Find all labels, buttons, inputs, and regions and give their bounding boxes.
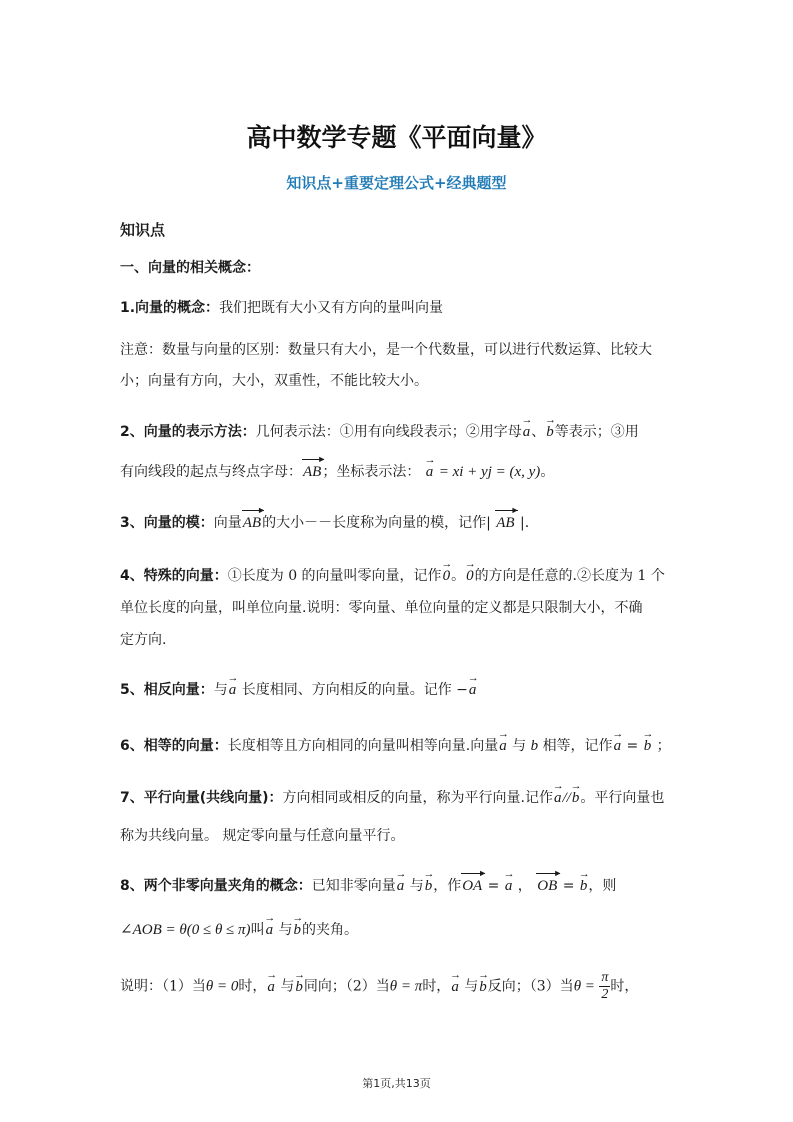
item-2-label: 2、向量的表示方法： xyxy=(120,424,256,440)
item-4-text-2: 的方向是任意的.②长度为 1 个 xyxy=(474,568,665,584)
vector-a-n1: → a xyxy=(266,977,276,997)
minus-sign: − xyxy=(456,682,468,698)
vector-b: → b xyxy=(545,422,555,442)
note-text-6: 与 xyxy=(464,978,479,995)
item-2 xyxy=(120,422,680,442)
item-3-text-2: 的大小－－长度称为向量的模，记作 xyxy=(262,515,487,531)
part-heading: 一、向量的相关概念： xyxy=(120,260,260,276)
page-subtitle: 知识点+重要定理公式+经典题型 xyxy=(286,174,507,192)
zero-vector-2: → 0 xyxy=(465,566,475,586)
note-1-line-1: 注意：数量与向量的区别：数量只有大小，是一个代数量，可以进行代数运算、比较大 xyxy=(120,342,652,358)
vector-a-7: → a xyxy=(553,788,563,808)
item-8-text-3: ，作 xyxy=(433,878,462,894)
item-5-text-2: 长度相同、方向相反的向量。记作 xyxy=(241,682,452,698)
item-8-text-4: ，则 xyxy=(588,878,617,894)
vector-a-6b: → a xyxy=(613,736,623,756)
item-7-text-2: 平行向量也 xyxy=(594,790,665,806)
item-8-text-7: 的夹角。 xyxy=(302,922,359,938)
item-8-text-6: 与 xyxy=(278,922,293,938)
angle-formula: ∠AOB = θ(0 ≤ θ ≤ π) xyxy=(120,922,251,938)
dot-7: 。 xyxy=(580,790,595,806)
vector-b-8c: → b xyxy=(293,920,303,940)
item-8-label: 8、两个非零向量夹角的概念： xyxy=(120,878,312,894)
item-6-text-3: 相等，记作 xyxy=(542,738,613,754)
item-2-text-2: 等表示；③用 xyxy=(554,424,639,440)
vector-neg-a: → a xyxy=(468,680,478,700)
item-6 xyxy=(120,736,680,756)
vector-AB-2: AB ► xyxy=(242,505,267,531)
pi-over-2 xyxy=(599,970,610,1003)
vector-a-5: → a xyxy=(228,680,238,700)
vector-AB-text: AB xyxy=(303,464,322,480)
frac-den: 2 xyxy=(601,987,609,1002)
item-5-label: 5、相反向量： xyxy=(120,682,214,698)
note-line xyxy=(120,970,680,1003)
item-2-text-4: ；坐标表示法： xyxy=(322,464,421,480)
note-text-5: 时， xyxy=(422,978,451,995)
vector-AB-3: AB ► xyxy=(496,505,520,531)
abs-bar-left: | xyxy=(486,515,491,531)
item-4-line-2: 单位长度的向量，叫单位向量.说明：零向量、单位向量的定义都是只限制大小，不确 xyxy=(120,600,643,616)
item-3-text-1: 向量 xyxy=(213,515,242,531)
note-text-4: 同向；（2）当 xyxy=(303,978,390,995)
equals-8a: = xyxy=(487,878,500,894)
item-8-text-1: 已知非零向量 xyxy=(311,878,396,894)
vector-OA: OA ► xyxy=(462,868,488,894)
item-2-line-2 xyxy=(120,454,680,482)
vector-a-8c: → a xyxy=(265,920,275,940)
page-footer: 第1页,共13页 xyxy=(362,1077,431,1090)
item-1 xyxy=(120,298,680,318)
note-eq-3: θ = xyxy=(573,978,595,995)
vector-b-7: → b xyxy=(571,788,581,808)
item-2-text-3: 有向线段的起点与终点字母： xyxy=(120,464,302,480)
item-1-label: 1.向量的概念： xyxy=(120,300,220,316)
vector-OA-text: OA xyxy=(462,878,483,894)
item-2-end: 。 xyxy=(540,464,555,480)
vector-a-n2: → a xyxy=(450,977,460,997)
item-6-text-2: 与 xyxy=(512,738,527,754)
note-1-line-2: 小；向量有方向，大小，双重性，不能比较大小。 xyxy=(120,373,428,389)
note-text-7: 反向；（3）当 xyxy=(487,978,574,995)
vector-a: → a xyxy=(522,422,532,442)
item-4-text-1: ①长度为 0 的向量叫零向量，记作 xyxy=(227,568,442,584)
item-7 xyxy=(120,788,680,808)
note-eq-2: θ = π xyxy=(389,978,423,995)
note-eq-1: θ = 0 xyxy=(205,978,239,995)
item-5 xyxy=(120,680,680,700)
note-end: 时， xyxy=(610,978,639,995)
vector-a-coord: → a xyxy=(425,462,435,482)
vector-a-8: → a xyxy=(396,876,406,896)
letter-b: b xyxy=(530,738,539,754)
vector-AB-2-text: AB xyxy=(242,515,262,531)
item-6-end: ； xyxy=(656,738,671,754)
item-2-text-1: 几何表示法：①用有向线段表示；②用字母 xyxy=(255,424,522,440)
item-3-label: 3、向量的模： xyxy=(120,515,214,531)
vector-OB-text: OB xyxy=(537,878,558,894)
item-1-text: 我们把既有大小又有方向的量叫向量 xyxy=(219,300,444,316)
comma: 、 xyxy=(531,424,546,440)
item-7-label: 7、平行向量(共线向量)： xyxy=(120,790,283,806)
item-3 xyxy=(120,505,680,533)
zero-vector: → 0 xyxy=(442,566,452,586)
vector-b-n2: → b xyxy=(478,977,488,997)
vector-AB-3-text: AB xyxy=(496,515,515,531)
item-6-label: 6、相等的向量： xyxy=(120,738,228,754)
item-4-label: 4、特殊的向量： xyxy=(120,568,228,584)
item-8-line-2 xyxy=(120,920,680,940)
note-text-2: 时， xyxy=(238,978,267,995)
coordinate-formula: = xi + yj = (x, y) xyxy=(438,464,541,480)
item-8-text-2: 与 xyxy=(409,878,424,894)
item-4-line-3: 定方向. xyxy=(120,632,167,648)
section-heading: 知识点 xyxy=(120,221,166,239)
item-8-text-5: 叫 xyxy=(250,922,265,938)
vector-b-8b: → b xyxy=(579,876,589,896)
frac-num: π xyxy=(601,970,609,985)
item-7-line-2: 称为共线向量。 规定零向量与任意向量平行。 xyxy=(120,828,405,844)
vector-OB: OB ► xyxy=(537,868,563,894)
dot: 。 xyxy=(451,568,466,584)
item-5-text-1: 与 xyxy=(213,682,228,698)
vector-b-8: → b xyxy=(424,876,434,896)
equals-8b: = xyxy=(562,878,575,894)
vector-AB: AB ► xyxy=(303,454,327,480)
item-3-end: . xyxy=(524,515,530,531)
item-6-text-1: 长度相等且方向相同的向量叫相等向量.向量 xyxy=(227,738,499,754)
vector-b-6: → b xyxy=(643,736,653,756)
parallel-sign: // xyxy=(562,790,571,806)
vector-a-8b: → a xyxy=(504,876,514,896)
item-8: 8、两个非零向量夹角的概念：已知非零向量→ a 与→ b，作OA ► = → a ， OB ► = → b，则 xyxy=(120,876,680,896)
note-text-1: 说明：（1）当 xyxy=(120,978,206,995)
note-text-3: 与 xyxy=(280,978,295,995)
item-7-text-1: 方向相同或相反的向量，称为平行向量.记作 xyxy=(282,790,553,806)
equals-sign: = xyxy=(626,738,639,754)
vector-a-6: → a xyxy=(498,736,508,756)
vector-b-n1: → b xyxy=(294,977,304,997)
item-4 xyxy=(120,566,680,586)
page-title: 高中数学专题《平面向量》 xyxy=(246,123,547,152)
abs-bar-right: | xyxy=(520,515,525,531)
